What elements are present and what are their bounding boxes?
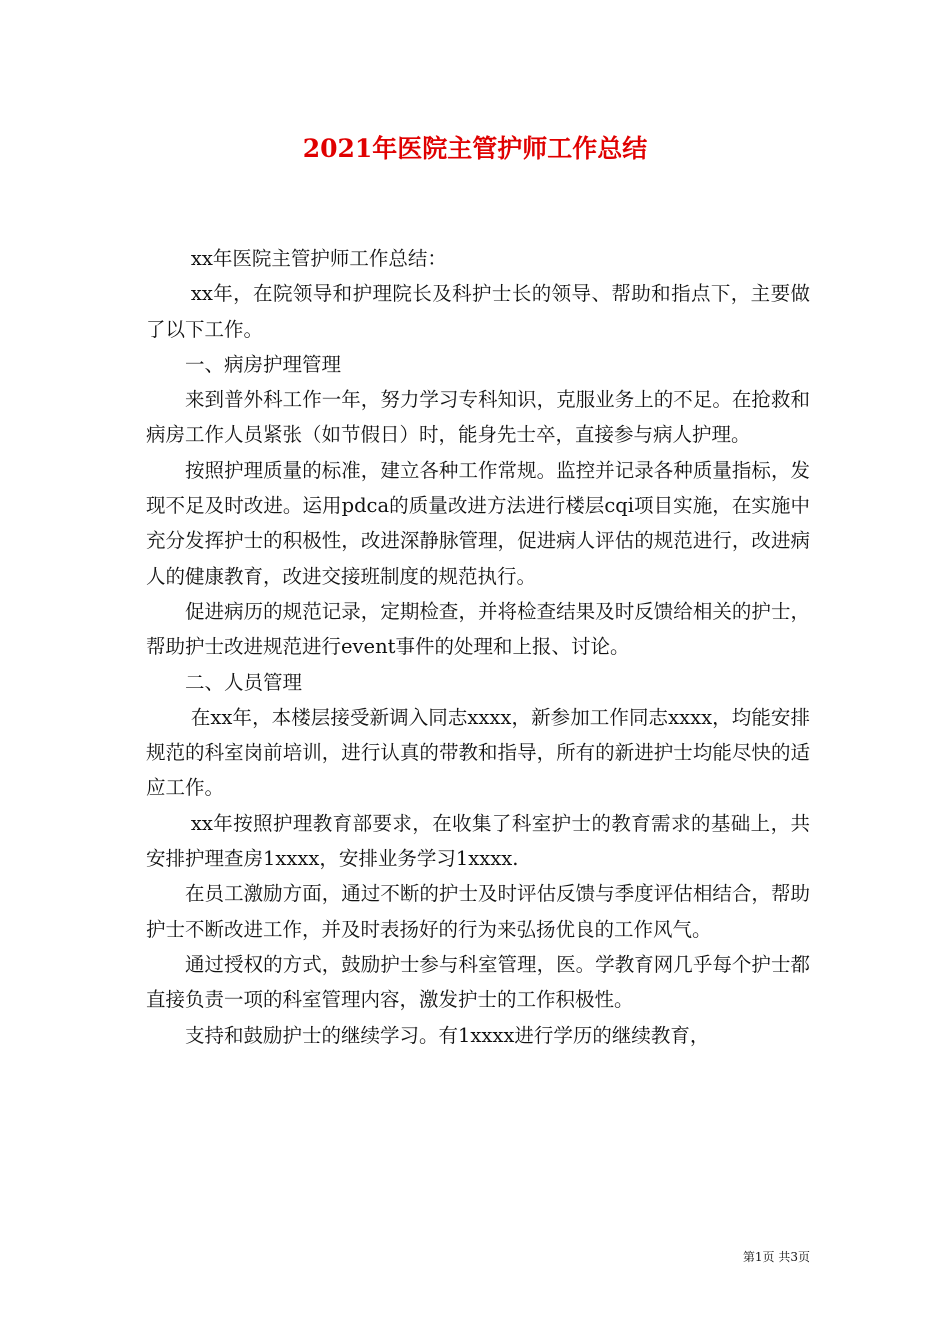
paragraph-intro: xx年医院主管护师工作总结：: [190, 247, 447, 270]
paragraph: 在员工激励方面，通过不断的护士及时评估反馈与季度评估相结合，帮助护士不断改进工作，并及时表扬好的行为来弘扬优良的工作风气。: [146, 882, 810, 941]
paragraph: 来到普外科工作一年，努力学习专科知识，克服业务上的不足。在抢救和病房工作人员紧张（如节假日）时，能身先士卒，直接参与病人护理。: [146, 388, 810, 447]
document-title: 2021年医院主管护师工作总结: [302, 134, 648, 163]
page-number: 第1页 共3页: [742, 1250, 810, 1264]
paragraph: 在xx年，本楼层接受新调入同志xxxx，新参加工作同志xxxx，均能安排规范的科室岗前培训，进行认真的带教和指导，所有的新进护士均能尽快的适应工作。: [146, 705, 810, 800]
paragraph: xx年，在院领导和护理院长及科护士长的领导、帮助和指点下，主要做了以下工作。: [146, 282, 810, 341]
document-body: [146, 241, 810, 1053]
paragraph: 通过授权的方式，鼓励护士参与科室管理，医。学教育网几乎每个护士都直接负责一项的科室管理内容，激发护士的工作积极性。: [146, 952, 810, 1012]
paragraph: 支持和鼓励护士的继续学习。有1xxxx进行学历的继续教育，: [185, 1023, 710, 1047]
paragraph: 促进病历的规范记录，定期检查，并将检查结果及时反馈给相关的护士，帮助护士改进规范进行event事件的处理和上报、讨论。: [146, 599, 810, 659]
section-heading-staff-management: 二、人员管理: [185, 670, 303, 694]
section-heading-ward-management: 一、病房护理管理: [185, 352, 342, 376]
paragraph: xx年按照护理教育部要求，在收集了科室护士的教育需求的基础上，共安排护理查房1xxxx，安排业务学习1xxxx.: [146, 811, 810, 871]
paragraph: 按照护理质量的标准，建立各种工作常规。监控并记录各种质量指标，发现不足及时改进。运用pdca的质量改进方法进行楼层cqi项目实施，在实施中充分发挥护士的积极性，改进深静脉管理，促进病人评估的规范进行，改进病人的健康教育，改进交接班制度的规范执行。: [146, 458, 810, 588]
